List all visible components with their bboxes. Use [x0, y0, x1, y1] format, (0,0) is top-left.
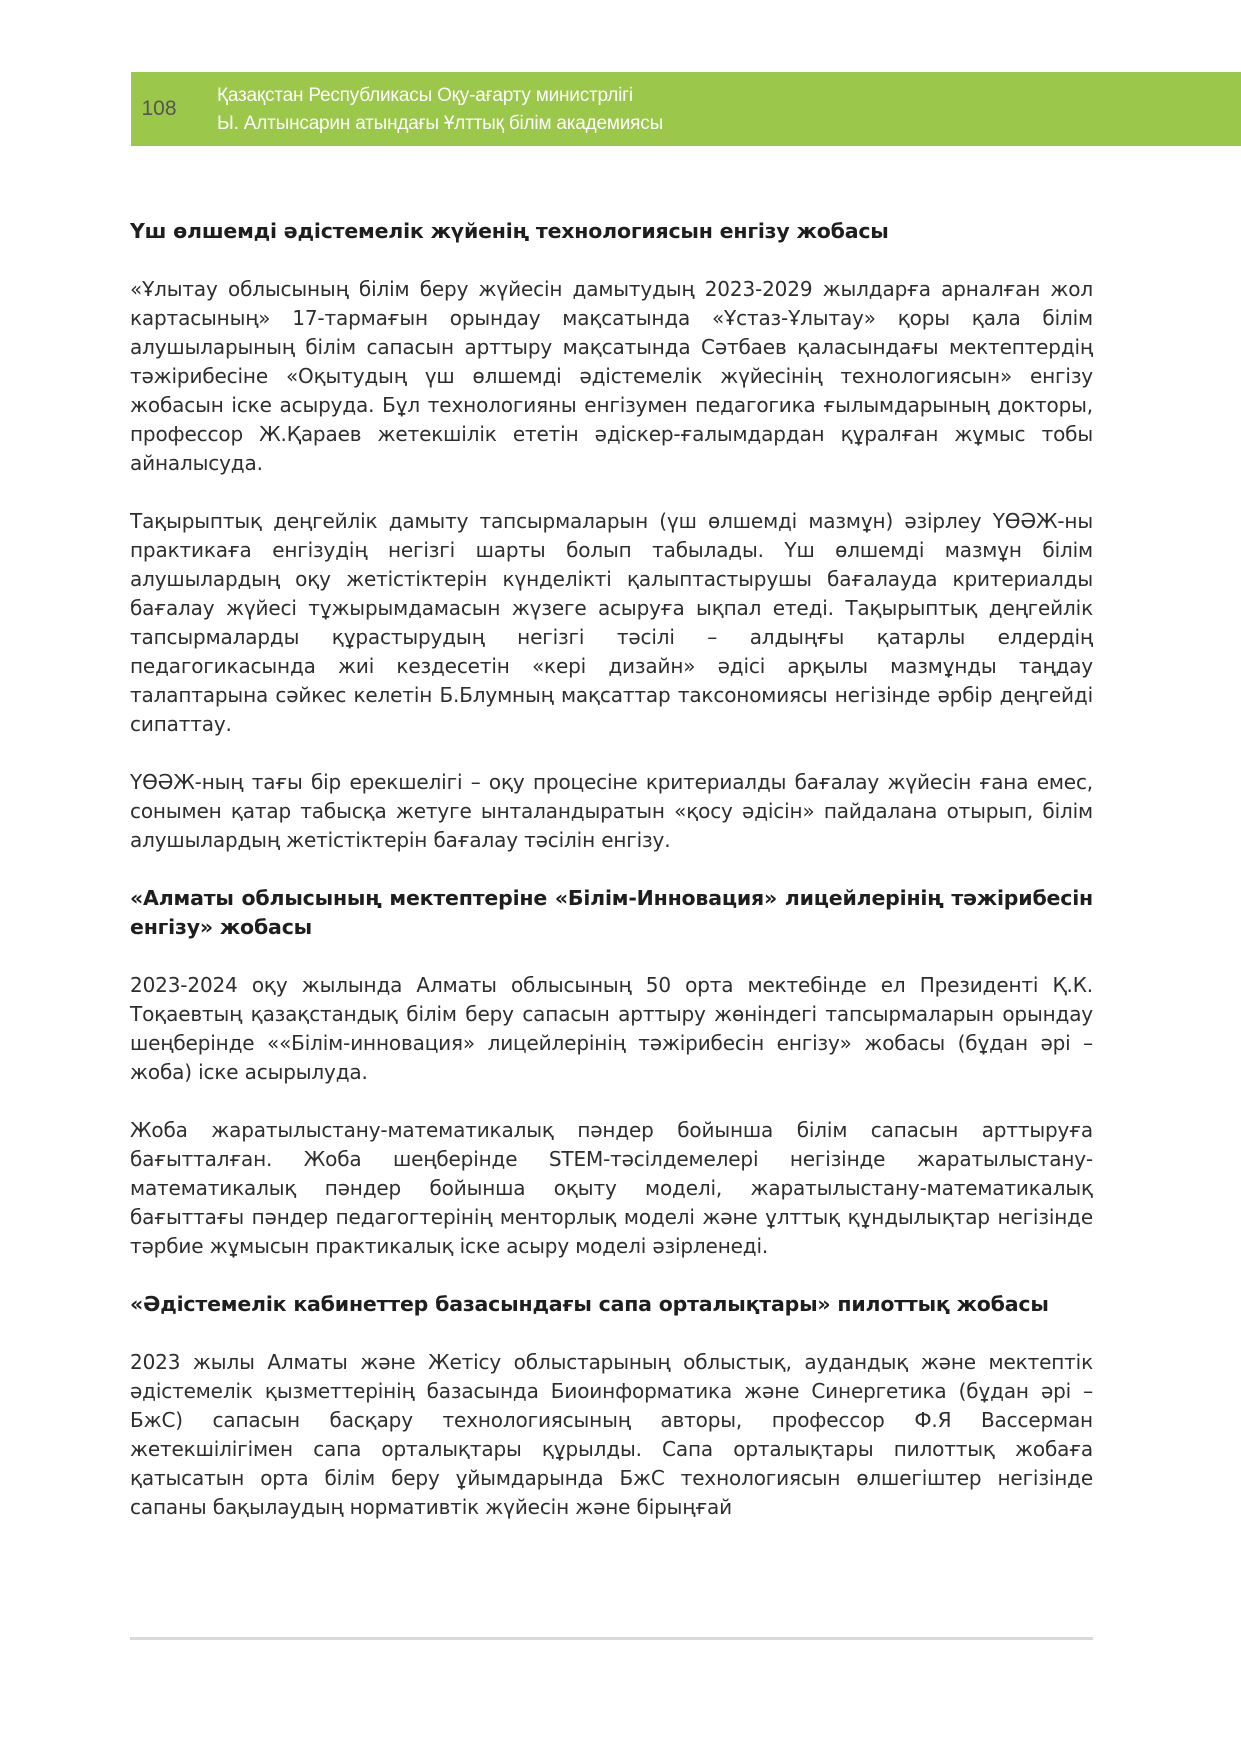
page-content [130, 217, 1093, 1522]
paragraph: «Ұлытау облысының білім беру жүйесін дамытудың 2023-2029 жылдарға арналған жол картасының» 17-тармағын орындау мақсатында «Ұстаз-Ұлытау» қоры қала білім алушыларының білім сапасын арттыру мақсатында Сәтбаев қаласындағы мектептердің тәжірибесіне «Оқытудың үш өлшемді әдістемелік жүйесінің технологиясын» енгізу жобасын іске асыруда. Бұл технологияны енгізумен педагогика ғылымдарының докторы, профессор Ж.Қараев жетекшілік ететін әдіскер-ғалымдардан құралған жұмыс тобы айналысуда. [130, 277, 1093, 475]
footer-divider [130, 1637, 1093, 1640]
paragraph: ҮӨӘЖ-ның тағы бір ерекшелігі – оқу процесіне критериалды бағалау жүйесін ғана емес, сонымен қатар табысқа жетуге ынталандыратын «қосу әдісін» пайдалана отырып, білім алушылардың жетістіктерін бағалау тәсілін енгізу. [130, 770, 1093, 852]
section-title: «Алматы облысының мектептеріне «Білім-Инновация» лицейлерінің тәжірибесін енгізу» жобасы [130, 886, 1093, 939]
header-line-ministry: Қазақстан Республикасы Оқу-ағарту министрлігі [217, 85, 633, 106]
header-line-academy: Ы. Алтынсарин атындағы Ұлттық білім академиясы [217, 113, 664, 134]
section-title: «Әдістемелік кабинеттер базасындағы сапа орталықтары» пилоттық жобасы [130, 1292, 1049, 1316]
header-title [217, 82, 663, 138]
paragraph: Тақырыптық деңгейлік дамыту тапсырмаларын (үш өлшемді мазмұн) әзірлеу ҮӨӘЖ-ны практикаға енгізудің негізгі шарты болып табылады. Үш өлшемді мазмұн білім алушылардың оқу жетістіктерін күнделікті қалыптастырушы бағалауда критериалды бағалау жүйесі тұжырымдамасын жүзеге асыруға ықпал етеді. Тақырыптық деңгейлік тапсырмаларды құрастырудың негізгі тәсілі – алдыңғы қатарлы елдердің педагогикасында жиі кездесетін «кері дизайн» әдісі арқылы мазмұнды таңдау талаптарына сәйкес келетін Б.Блумның мақсаттар таксономиясы негізінде әрбір деңгейді сипаттау. [130, 509, 1093, 736]
paragraph: Жоба жаратылыстану-математикалық пәндер бойынша білім сапасын арттыруға бағытталған. Жоба шеңберінде STEM-тәсілдемелері негізінде жаратылыстану-математикалық пәндер бойынша оқыту моделі, жаратылыстану-математикалық бағыттағы пәндер педагогтерінің менторлық моделі және ұлттық құндылықтар негізінде тәрбие жұмысын практикалық іске асыру моделі әзірленеді. [130, 1118, 1093, 1258]
paragraph: 2023 жылы Алматы және Жетісу облыстарының облыстық, аудандық және мектептік әдістемелік қызметтерінің базасында Биоинформатика және Синергетика (бұдан әрі – БжС) сапасын басқару технологиясының авторы, профессор Ф.Я Вассерман жетекшілігімен сапа орталықтары құрылды. Сапа орталықтары пилоттық жобаға қатысатын орта білім беру ұйымдарында БжС технологиясын өлшегіштер негізінде сапаны бақылаудың нормативтік жүйесін және бірыңғай [130, 1350, 1093, 1519]
header-band [0, 72, 1241, 146]
page-number: 108 [141, 97, 177, 120]
section-title: Үш өлшемді әдістемелік жүйенің технологиясын енгізу жобасы [130, 219, 889, 243]
paragraph: 2023-2024 оқу жылында Алматы облысының 50 орта мектебінде ел Президенті Қ.К. Тоқаевтың қазақстандық білім беру сапасын арттыру жөніндегі тапсырмаларын орындау шеңберінде ««Білім-инновация» лицейлерінің тәжірибесін енгізу» жобасы (бұдан әрі – жоба) іске асырылуда. [130, 973, 1093, 1084]
page-number-box [0, 72, 131, 146]
